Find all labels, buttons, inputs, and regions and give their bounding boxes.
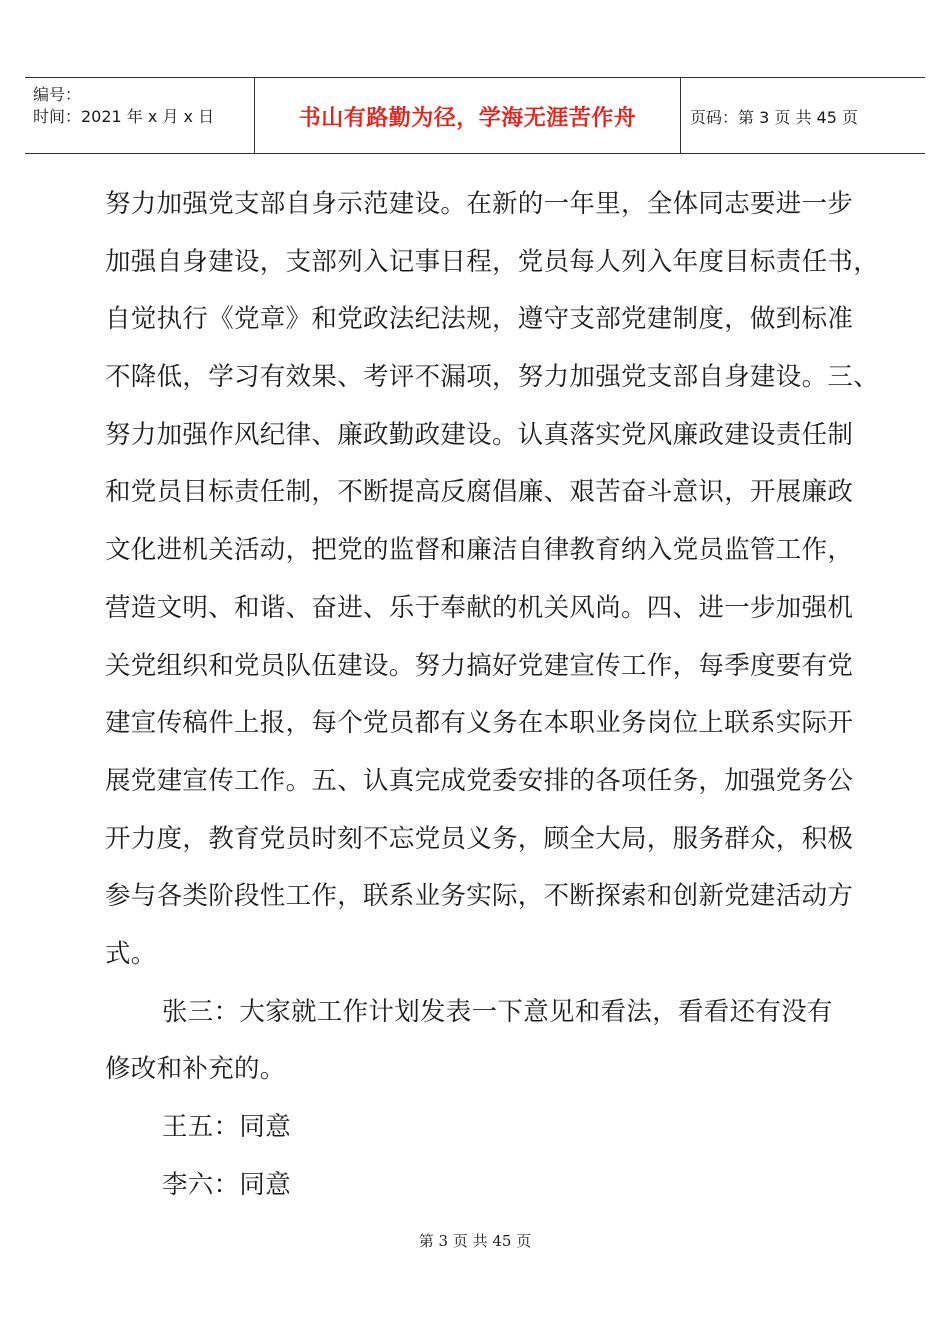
body-line: 参与各类阶段性工作，联系业务实际，不断探索和创新党建活动方 — [105, 881, 854, 912]
body-line: 不降低，学习有效果、考评不漏项，努力加强党支部自身建设。三、 — [105, 362, 880, 393]
body-line: 和党员目标责任制，不断提高反腐倡廉、艰苦奋斗意识，开展廉政 — [105, 477, 854, 508]
header-motto: 书山有路勤为径，学海无涯苦作舟 — [298, 106, 637, 131]
body-line: 开力度，教育党员时刻不忘党员义务，顾全大局，服务群众，积极 — [105, 823, 854, 854]
body-line: 加强自身建设，支部列入记事日程，党员每人列入年度目标责任书， — [105, 246, 880, 277]
document-header — [25, 77, 925, 154]
header-meta — [33, 84, 214, 128]
time-label: 时间：2021 年 x 月 x 日 — [33, 107, 215, 126]
body-line: 展党建宣传工作。五、认真完成党委安排的各项任务，加强党务公 — [105, 765, 854, 796]
body-line: 李六：同意 — [162, 1169, 292, 1200]
header-divider — [680, 78, 681, 153]
body-line: 建宣传稿件上报，每个党员都有义务在本职业务岗位上联系实际开 — [105, 708, 854, 739]
document-body — [105, 176, 880, 1214]
body-line: 张三：大家就工作计划发表一下意见和看法，看看还有没有 — [162, 996, 833, 1027]
body-line: 努力加强党支部自身示范建设。在新的一年里，全体同志要进一步 — [105, 189, 854, 219]
body-line: 王五：同意 — [162, 1112, 292, 1142]
body-line: 营造文明、和谐、奋进、乐于奉献的机关风尚。四、进一步加强机 — [105, 592, 854, 623]
body-line: 自觉执行《党章》和党政法纪法规，遵守支部党建制度，做到标准 — [105, 304, 854, 335]
body-line: 关党组织和党员队伍建设。努力搞好党建宣传工作，每季度要有党 — [105, 650, 854, 681]
body-line: 努力加强作风纪律、廉政勤政建设。认真落实党风廉政建设责任制 — [105, 419, 854, 450]
page-footer: 第 3 页 共 45 页 — [418, 1232, 532, 1250]
body-line: 文化进机关活动，把党的监督和廉洁自律教育纳入党员监管工作， — [105, 535, 854, 566]
number-label: 编号： — [33, 85, 82, 104]
body-line: 式。 — [105, 938, 157, 969]
header-page-info: 页码：第 3 页 共 45 页 — [690, 108, 858, 127]
body-line: 修改和补充的。 — [105, 1054, 286, 1085]
